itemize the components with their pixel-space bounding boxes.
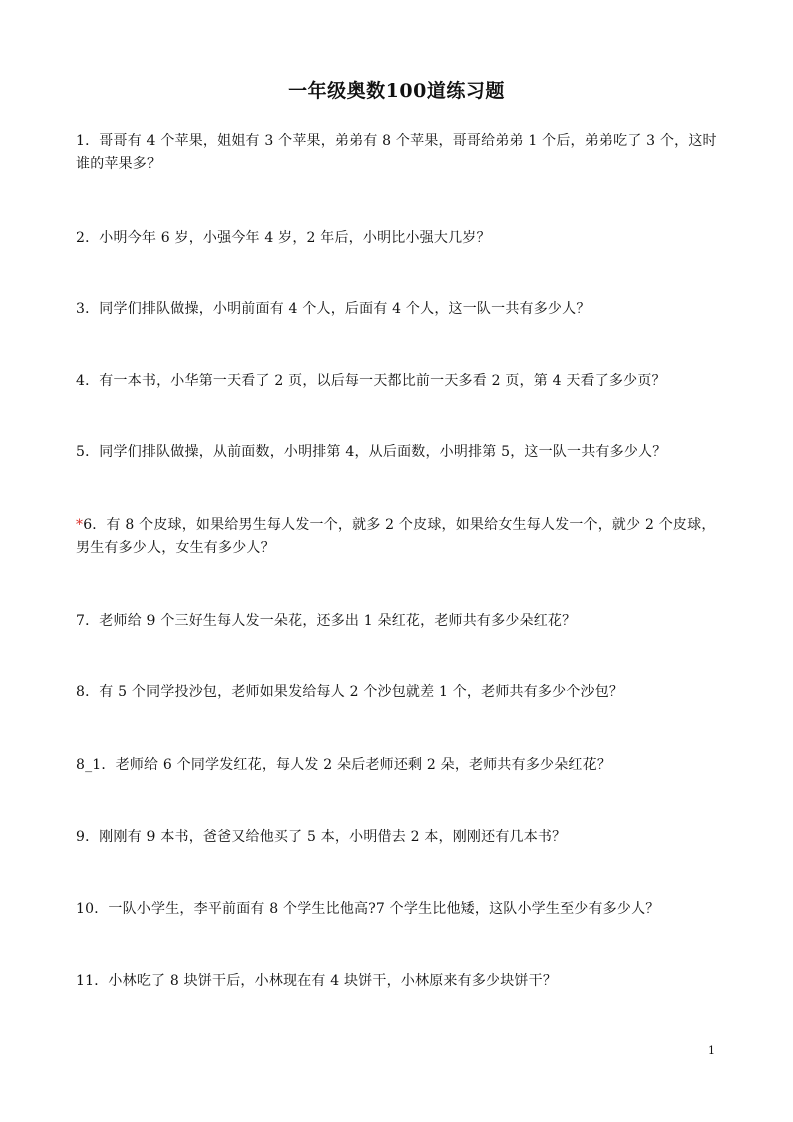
question-text: 10．一队小学生，李平前面有 8 个学生比他高?7 个学生比他矮，这队小学生至少有多少人？ [76, 901, 660, 917]
question-text: 8_1．老师给 6 个同学发红花，每人发 2 朵后老师还剩 2 朵，老师共有多少朵红花？ [76, 757, 612, 773]
question-text: 8．有 5 个同学投沙包，老师如果发给每人 2 个沙包就差 1 个，老师共有多少个沙包？ [76, 684, 624, 700]
question-3 [76, 298, 721, 321]
challenge-star-icon: * [76, 517, 84, 533]
question-5 [76, 441, 721, 464]
question-text: 7．老师给 9 个三好生每人发一朵花，还多出 1 朵红花，老师共有多少朵红花？ [76, 613, 577, 629]
question-text: 5．同学们排队做操，从前面数，小明排第 4，从后面数，小明排第 5，这一队一共有多少人？ [76, 444, 667, 460]
question-text: 9．刚刚有 9 本书，爸爸又给他买了 5 本，小明借去 2 本，刚刚还有几本书？ [76, 829, 567, 845]
question-6 [76, 514, 721, 560]
page-title: 一年级奥数100道练习题 [288, 80, 505, 102]
question-4 [76, 370, 721, 393]
question-8-1 [76, 754, 721, 777]
question-9 [76, 826, 721, 849]
question-text: 6．有 8 个皮球，如果给男生每人发一个，就多 2 个皮球，如果给女生每人发一个，就少 2 个皮球，男生有多少人，女生有多少人？ [76, 517, 716, 556]
question-11 [76, 970, 721, 993]
question-text: 1．哥哥有 4 个苹果，姐姐有 3 个苹果，弟弟有 8 个苹果，哥哥给弟弟 1 个后，弟弟吃了 3 个，这时谁的苹果多？ [76, 133, 717, 172]
question-text: 11．小林吃了 8 块饼干后，小林现在有 4 块饼干，小林原来有多少块饼干？ [76, 973, 558, 989]
question-text: 2．小明今年 6 岁，小强今年 4 岁，2 年后，小明比小强大几岁？ [76, 230, 491, 246]
question-8 [76, 681, 721, 704]
question-10 [76, 898, 721, 921]
question-text: 4．有一本书，小华第一天看了 2 页，以后每一天都比前一天多看 2 页，第 4 天看了多少页？ [76, 373, 666, 389]
question-2 [76, 227, 721, 250]
page-number: 1 [708, 1044, 715, 1057]
question-1 [76, 130, 721, 176]
question-7 [76, 610, 721, 633]
question-text: 3．同学们排队做操，小明前面有 4 个人，后面有 4 个人，这一队一共有多少人？ [76, 301, 591, 317]
